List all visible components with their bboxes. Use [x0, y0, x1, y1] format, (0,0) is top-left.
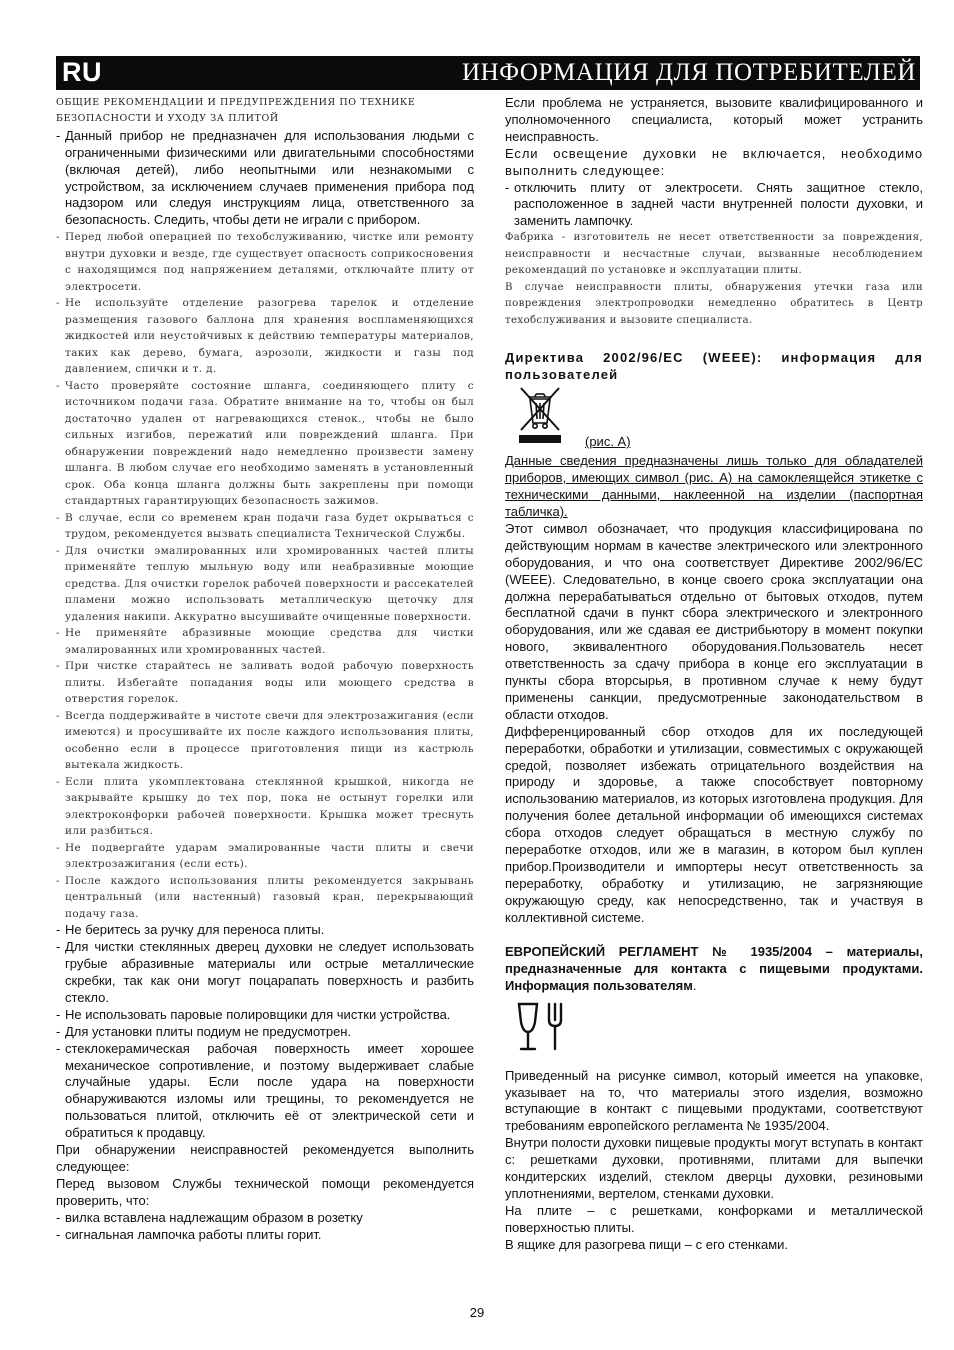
list-item: - Для очистки эмалированных или хромированных частей плиты применяйте теплую мыльную воду или неабразивные моющие средства. Для очистки горелок рабочей поверхности и рассекателей пламени можно использовать металлическую щеточку для удаления накипи. Аккуратно высушивайте очищенные поверхности. [56, 544, 474, 623]
list-item: - Не беритесь за ручку для переноса плиты. [56, 922, 325, 938]
before-call-text: Перед вызовом Службы технической помощи рекомендуется проверить, что: [56, 1175, 474, 1208]
serif-list [56, 229, 474, 922]
page-title: ИНФОРМАЦИЯ ДЛЯ ПОТРЕБИТЕЛЕЙ [461, 59, 916, 86]
list-item: - Не использовать паровые полировщики для чистки устройства. [56, 1006, 451, 1022]
paragraph: Если освещение духовки не включается, необходимо выполнить следующее: [505, 145, 923, 178]
list-item: - Не используйте отделение разогрева тарелок и отделение размещения газового баллона для хранения воспламеняющихся жидкостей или неустойчивых к действию температуры материалов, таких как дерево, бумага, аэрозоли, жидкости и газы под давлением, спички и т. д. [56, 297, 474, 376]
crossed-bin-icon [515, 383, 565, 445]
paragraph: На плите – с решетками, конфорками и металлической поверхностью плиты. [505, 1202, 923, 1235]
paragraph: Дифференцированный сбор отходов для их последующей переработки, обработки и утилизации, совместимых с окружающей средой, позволяет избежать отрицательного воздействия на природу и здоровье, а также способствует повторному использованию материалов, из которых изготовлена продукция. Для получения более детальной информации об имеющихся системах сбора отходов следует обращаться в местную службу по переработке отходов, или же в магазин, в котором был куплен прибор.Производители и импортеры несут ответственность за переработку, обработку и утилизацию, не загрязняющие окружающую среду, как непосредственно, так и участвуя в коллективной системе. [505, 723, 923, 925]
list-item: - стеклокерамическая рабочая поверхность имеет хорошее механическое сопротивление, и поэтому выдерживает слабые случайные удары. Если после удара на поверхности обнаруживаются изломы или трещины, то рекомендуется не пользоваться плитой, отключить её от электрической сети и обратиться к продавцу. [56, 1040, 474, 1141]
page-number: 29 [469, 1305, 485, 1320]
sans-list [56, 922, 474, 1243]
paragraph: В случае неисправности плиты, обнаружения утечки газа или повреждения электропроводки немедленно обратитесь в Центр техобслуживания и вызовите специалиста. [505, 281, 923, 326]
list-item: - Перед любой операцией по техобслуживанию, чистке или ремонту внутри духовки и везде, где существует опасность соприкосновения с находящимся под напряжением деталями, отключайте плиту от электросети. [56, 231, 474, 293]
list-item: - вилка вставлена надлежащим образом в розетку [56, 1209, 363, 1225]
list-item: - Если плита укомплектована стеклянной крышкой, никогда не закрывайте крышку до тех пор, пока не остынут горелки или электроконфорки рабочей поверхности. Крышка может треснуть или разбиться. [56, 775, 474, 838]
list-item: - В случае, если со временем кран подачи газа будет окрываться с трудом, рекомендуется вызвать специалиста Технической Службы. [56, 511, 474, 541]
paragraph: Фабрика - изготовитель не несет ответственности за повреждения, неисправности и несчастные случаи, вызванные несоблюдением рекомендаций по установке и эксплуатации плиты. [505, 232, 923, 277]
language-code: RU [62, 57, 102, 87]
intro-item: - Данный прибор не предназначен для использования людьми с ограниченными физическими или двигательными способностями (включая детей), либо неопытными или незнакомыми с устройством, за исключением случаев применения прибора под надзором или следуя инструкциям лица, ответственного за безопасность. Следить, чтобы дети не играли с прибором. [56, 127, 474, 228]
food-contact-icon [513, 998, 573, 1060]
list-item: - Для установки плиты подиум не предусмотрен. [56, 1023, 352, 1039]
malfunction-intro: При обнаружении неисправностей рекомендуется выполнить следующее: [56, 1142, 474, 1174]
list-item: - Не подвергайте ударам эмалированные части плиты и свечи электрозажигания (если есть). [56, 841, 474, 871]
list-item: - Часто проверяйте состояние шланга, соединяющего плиту с источником подачи газа. Обратите внимание на то, чтобы он был достаточно удален от нагревающихся стенок., чтобы не было сильных изгибов, пережатий или повреждений шланга. При обнаружении повреждений надо немедленно произвести замену шланга. В любом случае его необходимо заменять в установленный срок. Оба конца шланга должны быть закреплены при помощи стандартных гарантирующих безопасность зажимов. [56, 379, 474, 508]
page-header [56, 56, 920, 90]
paragraph: Если проблема не устраняется, вызовите квалифицированного и уполномоченного специалиста, который может устранить неисправность. [505, 95, 923, 144]
weee-heading: Директива 2002/96/EC (WEEE): информация для пользователей [505, 350, 923, 383]
left-column [56, 95, 474, 1243]
figure-label: (рис. A) [585, 434, 631, 450]
list-item: - сигнальная лампочка работы плиты горит. [56, 1226, 322, 1242]
section-title: ОБЩИЕ РЕКОМЕНДАЦИИ И ПРЕДУПРЕЖДЕНИЯ ПО ТЕХНИКЕ БЕЗОПАСНОСТИ И УХОДУ ЗА ПЛИТОЙ [56, 97, 416, 125]
list-item: - После каждого использования плиты рекомендуется закрывань центральный (или настенный) газовый кран, перекрывающий подачу газа. [56, 874, 474, 920]
paragraph: Внутри полости духовки пищевые продукты могут вступать в контакт с: решетками духовки, противнями, плитами для выпечки кондитерских изделий, стеклом дверцы духовки, резиновыми уплотнениями, вертелом, стенками духовки. [505, 1135, 923, 1201]
list-item: - Для чистки стеклянных дверец духовки не следует использовать грубые абразивные материалы или острые металлические скребки, так как они могут поцарапать поверхность и разбить стекло. [56, 939, 474, 1005]
paragraph: Этот символ обозначает, что продукция классифицирована по действующим нормам в качестве электрического или электронного оборудования, и что она соответствует Директиве 2002/96/EC (WEEE). Следовательно, в конце своего срока эксплуатации она должна перерабатываться отдельно от бытовых отходов, путем бесплатной сдачи в пункт сбора электрического и электронного оборудования, или же сдавая ее дистрибьютору в момент покупки нового, эквивалентного оборудования.Пользователь несет ответственность за сдачу прибора в конце его эксплуатации в пункты сбора вторсырья, в противном случае к нему будут применены санкции, предусмотренные законодательством в области отходов. [505, 520, 923, 722]
right-column [505, 95, 923, 1254]
weee-note: Данные сведения предназначены лишь только для обладателей приборов, имеющих символ (рис. A) на самоклеящейся этикетке с техническими данными, наклеенной на изделии (паспортная табличка). [505, 453, 923, 519]
list-item: - При чистке старайтесь не заливать водой рабочую поверхность плиты. Избегайте попадания воды или моющего средства в отверстия горелок. [56, 660, 474, 706]
paragraph: В ящике для разогрева пищи – с его стенками. [505, 1236, 789, 1252]
eu-regulation-heading: ЕВРОПЕЙСКИЙ РЕГЛАМЕНТ № 1935/2004 – материалы, предназначенные для контакта с пищевыми продуктами. Информация пользователям. [505, 943, 923, 993]
list-item: - отключить плиту от электросети. Снять защитное стекло, расположенное в задней части внутренней полости духовки, и заменить лампочку. [505, 179, 923, 229]
list-item: - Не применяйте абразивные моющие средства для чистки эмалированных или хромированных частей. [56, 627, 474, 656]
paragraph: Приведенный на рисунке символ, который имеется на упаковке, указывает на то, что материалы этого изделия, возможно вступающие в контакт с пищевыми продуктами, соответствуют требованиям европейского регламента № 1935/2004. [505, 1067, 923, 1134]
weee-figure [505, 383, 923, 453]
list-item: - Всегда поддерживайте в чистоте свечи для электрозажигания (если имеются) и просушивайте их после каждого использования плиты, особенно если в процессе приготовления пищи из кастрюль вытекала жидкость. [56, 709, 474, 772]
